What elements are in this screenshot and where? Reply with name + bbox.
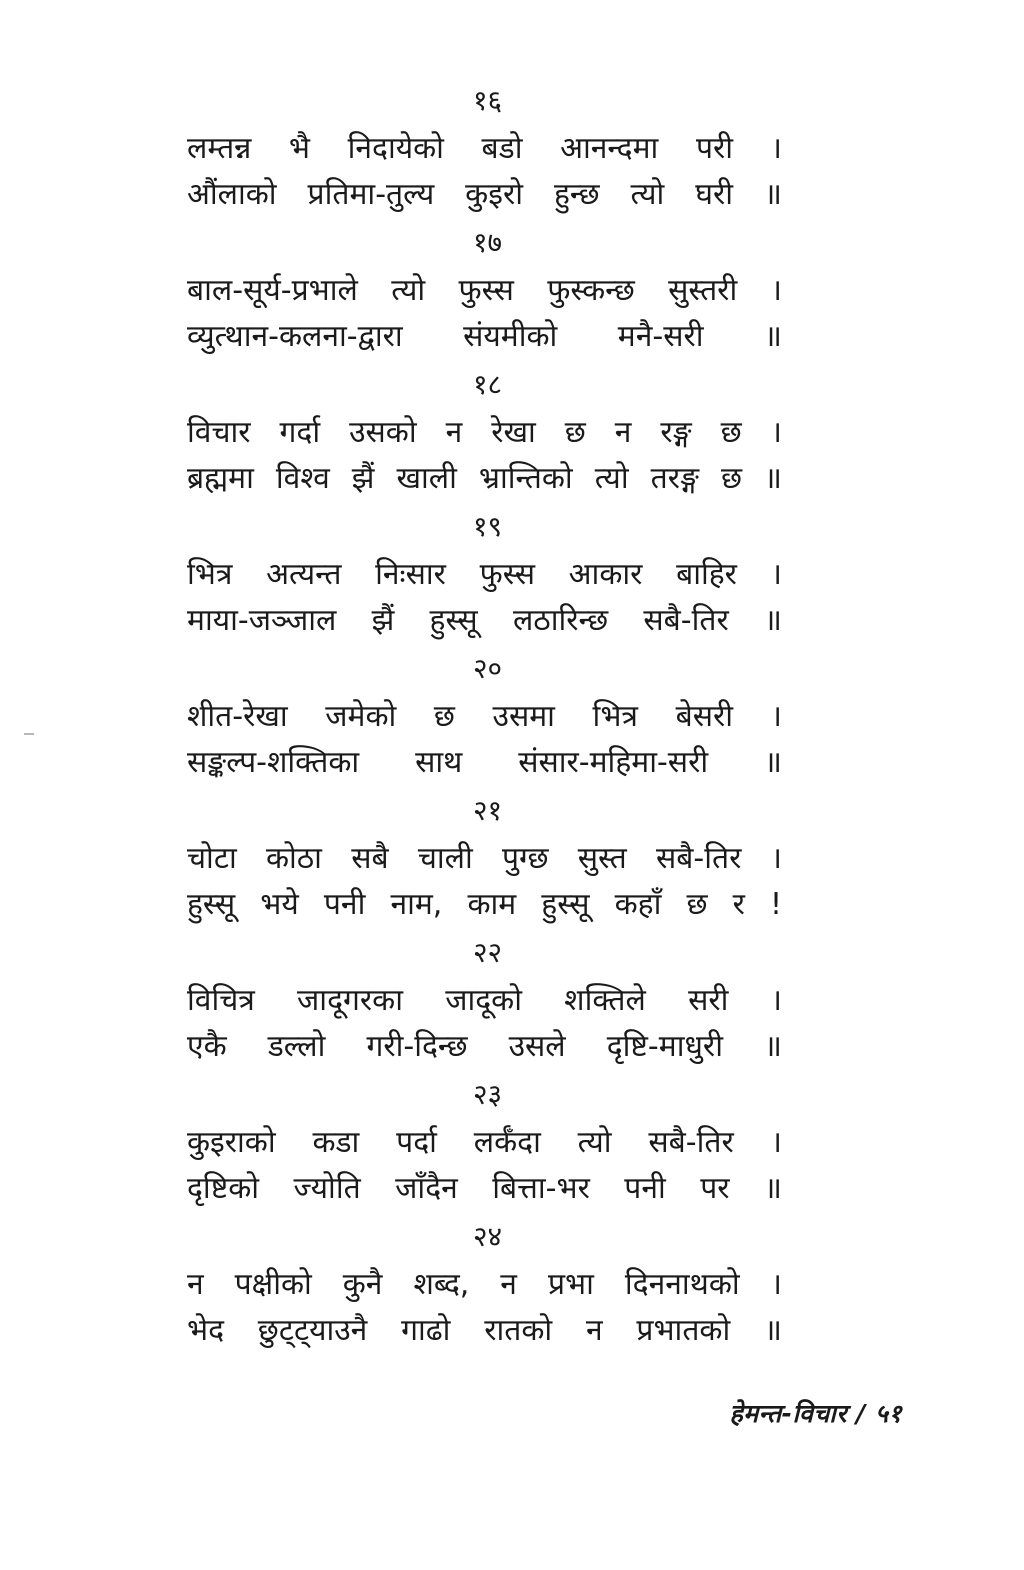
verse-line: भित्र अत्यन्त निःसार फुस्स आकार बाहिर । [187,557,782,592]
stanza [187,502,782,644]
verse-line: शीत-रेखा जमेको छ उसमा भित्र बेसरी । [187,699,782,734]
stanza-number: २३ [472,1078,503,1111]
stanza [187,360,782,502]
poem-body [187,76,782,1354]
verse-line: दृष्टिको ज्योति जाँदैन बित्ता-भर पनी पर ॥ [187,1171,782,1206]
stanza [187,928,782,1070]
stanza-number: २० [472,652,503,685]
verse-line: माया-जञ्जाल झैं हुस्सू लठारिन्छ सबै-तिर ॥ [187,603,782,638]
verse-line: न पक्षीको कुनै शब्द, न प्रभा दिननाथको । [187,1267,782,1302]
stanza [187,1212,782,1354]
verse-line: विचार गर्दा उसको न रेखा छ न रङ्ग छ । [187,415,782,450]
stanza-number: २४ [472,1220,503,1253]
stanza-number: १८ [472,368,503,401]
stanza-number: २२ [472,936,503,969]
running-footer: हेमन्त-विचार / ५१ [729,1399,902,1428]
stanza [187,218,782,360]
verse-line: एकै डल्लो गरी-दिन्छ उसले दृष्टि-माधुरी ॥ [187,1029,782,1064]
verse-line: सङ्कल्प-शक्तिका साथ संसार-महिमा-सरी ॥ [187,745,782,780]
verse-line: लम्तन्न भै निदायेको बडो आनन्दमा परी । [187,131,782,166]
scan-speck [24,733,34,735]
stanza [187,644,782,786]
verse-line: व्युत्थान-कलना-द्वारा संयमीको मनै-सरी ॥ [187,319,782,354]
verse-line: ब्रह्ममा विश्व झैं खाली भ्रान्तिको त्यो तरङ्ग छ ॥ [187,461,782,496]
verse-line: भेद छुट्ट्याउनै गाढो रातको न प्रभातको ॥ [187,1313,782,1348]
verse-line: हुस्सू भये पनी नाम, काम हुस्सू कहाँ छ र ! [187,887,782,922]
stanza-number: १७ [472,226,503,259]
verse-line: बाल-सूर्य-प्रभाले त्यो फुस्स फुस्कन्छ सुस्तरी । [187,273,782,308]
verse-line: चोटा कोठा सबै चाली पुग्छ सुस्त सबै-तिर । [187,841,782,876]
stanza [187,1070,782,1212]
verse-line: कुइराको कडा पर्दा लर्कँदा त्यो सबै-तिर । [187,1125,782,1160]
stanza [187,76,782,218]
stanza-number: १९ [472,510,503,543]
stanza-number: २१ [472,794,503,827]
verse-line: विचित्र जादूगरका जादूको शक्तिले सरी । [187,983,782,1018]
stanza-number: १६ [472,84,503,117]
stanza [187,786,782,928]
verse-line: औंलाको प्रतिमा-तुल्य कुइरो हुन्छ त्यो घरी ॥ [187,177,782,212]
